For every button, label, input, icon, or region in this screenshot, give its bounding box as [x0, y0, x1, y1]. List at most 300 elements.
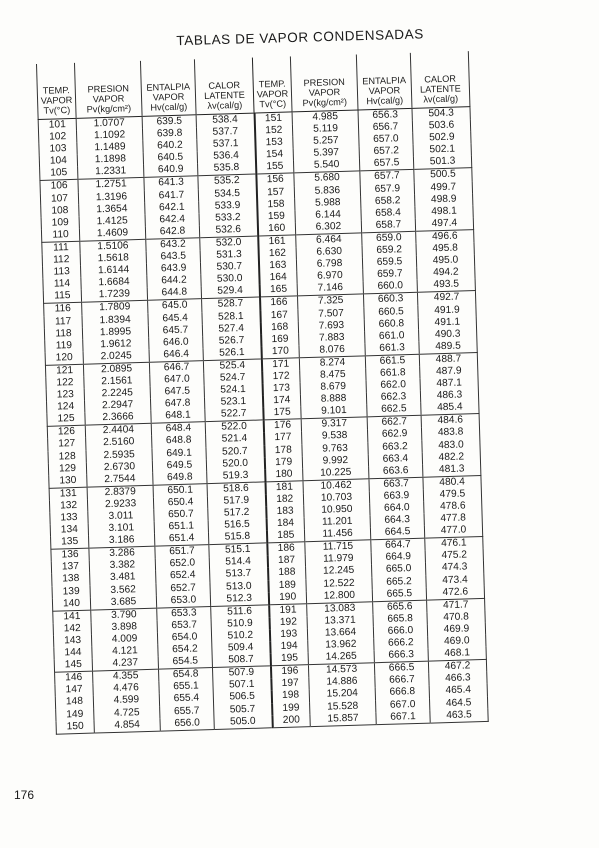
header-temp-line3: Tv(°C) — [43, 105, 71, 116]
temp-cell: 156 — [256, 173, 294, 187]
enthalpy-cell: 662.9 — [367, 428, 421, 442]
enthalpy-cell: 659.5 — [362, 256, 416, 270]
latent-heat-cell: 524.1 — [204, 383, 262, 397]
enthalpy-cell: 643.2 — [146, 238, 200, 252]
header-pres-line3: Pv(kg/cm²) — [86, 103, 132, 115]
pressure-cell: 8.679 — [300, 380, 366, 394]
enthalpy-cell: 656.0 — [160, 717, 214, 731]
enthalpy-cell: 653.0 — [156, 594, 210, 608]
pressure-cell: 2.8379 — [87, 485, 153, 500]
pressure-cell: 13.962 — [308, 638, 374, 652]
temp-cell: 127 — [48, 438, 86, 451]
enthalpy-cell: 640.9 — [144, 164, 198, 178]
pressure-cell: 1.3654 — [79, 202, 145, 216]
header-pres-line2: VAPOR — [308, 86, 341, 98]
enthalpy-cell: 643.9 — [146, 262, 200, 276]
pressure-cell: 13.371 — [307, 614, 373, 628]
enthalpy-cell: 655.1 — [159, 680, 213, 694]
temp-cell: 149 — [56, 708, 94, 721]
pressure-cell: 5.680 — [294, 171, 360, 186]
enthalpy-cell: 657.7 — [360, 170, 414, 184]
enthalpy-cell: 647.5 — [150, 385, 204, 399]
temp-cell: 192 — [269, 616, 307, 629]
pressure-cell: 1.6144 — [81, 264, 147, 278]
temp-cell: 108 — [41, 204, 79, 217]
pressure-cell: 1.4125 — [79, 215, 145, 229]
temp-cell: 154 — [255, 149, 293, 162]
temp-cell: 126 — [47, 426, 85, 440]
enthalpy-cell: 657.9 — [360, 182, 414, 196]
enthalpy-cell: 658.4 — [361, 207, 415, 221]
enthalpy-cell: 641.7 — [144, 189, 198, 203]
pressure-cell: 9.101 — [301, 405, 367, 420]
enthalpy-cell: 655.4 — [159, 692, 213, 706]
enthalpy-cell: 654.0 — [157, 631, 211, 645]
latent-heat-cell: 500.5 — [414, 168, 472, 182]
pressure-cell: 1.2751 — [78, 178, 144, 193]
temp-cell: 162 — [258, 247, 296, 260]
latent-heat-cell: 520.0 — [206, 457, 264, 471]
enthalpy-cell: 653.7 — [157, 619, 211, 633]
latent-heat-cell: 532.6 — [199, 223, 257, 237]
pressure-cell: 4.854 — [94, 718, 160, 733]
temp-cell: 136 — [51, 548, 89, 562]
pressure-cell: 4.355 — [93, 669, 159, 684]
enthalpy-cell: 665.2 — [372, 575, 426, 589]
enthalpy-cell: 663.4 — [368, 452, 422, 466]
latent-heat-cell: 471.7 — [427, 598, 485, 612]
pressure-cell: 10.225 — [303, 466, 369, 481]
pressure-cell: 10.950 — [304, 503, 370, 517]
temp-cell: 167 — [260, 309, 298, 322]
header-pres-line1: PRESION — [87, 83, 130, 95]
latent-heat-cell: 480.4 — [423, 475, 481, 489]
enthalpy-cell: 647.8 — [150, 397, 204, 411]
enthalpy-cell: 657.2 — [359, 145, 413, 159]
latent-heat-cell: 483.0 — [422, 439, 480, 453]
latent-heat-cell: 476.1 — [425, 537, 483, 551]
header-ent-line2: VAPOR — [368, 85, 401, 97]
pressure-cell: 1.7809 — [82, 301, 148, 316]
temp-cell: 105 — [40, 167, 78, 181]
temp-cell: 185 — [266, 529, 304, 543]
pressure-cell: 3.898 — [91, 620, 157, 634]
pressure-cell: 9.992 — [302, 454, 368, 468]
latent-heat-cell: 522.7 — [205, 408, 263, 422]
latent-heat-cell: 525.4 — [203, 359, 261, 373]
header-lat-line1: CALOR — [424, 73, 457, 85]
latent-heat-cell: 487.9 — [420, 365, 478, 379]
pressure-cell: 2.0895 — [83, 362, 149, 377]
temp-cell: 187 — [267, 555, 305, 568]
temp-cell: 194 — [270, 640, 308, 653]
temp-cell: 159 — [257, 210, 295, 223]
latent-heat-cell: 516.5 — [208, 518, 266, 532]
enthalpy-cell: 640.2 — [143, 139, 197, 153]
enthalpy-cell: 657.0 — [359, 133, 413, 147]
pressure-cell: 7.883 — [299, 331, 365, 345]
latent-heat-cell: 526.1 — [203, 346, 261, 360]
pressure-cell: 5.397 — [293, 147, 359, 161]
latent-heat-cell: 514.4 — [209, 556, 267, 570]
pressure-cell: 3.286 — [89, 546, 155, 561]
latent-heat-cell: 519.3 — [207, 469, 265, 483]
latent-heat-cell: 529.4 — [201, 285, 259, 299]
pressure-cell: 2.9233 — [87, 498, 153, 512]
pressure-cell: 12.800 — [306, 589, 372, 604]
enthalpy-cell: 641.3 — [144, 176, 198, 190]
latent-heat-cell: 466.3 — [429, 672, 487, 686]
pressure-cell: 14.886 — [309, 676, 375, 690]
latent-heat-cell: 469.9 — [427, 623, 485, 637]
header-lat-line3: λv(cal/g) — [423, 93, 459, 105]
pressure-cell: 2.2947 — [85, 399, 151, 413]
temp-cell: 193 — [269, 628, 307, 641]
pressure-cell: 12.522 — [306, 577, 372, 591]
temp-cell: 102 — [39, 131, 77, 144]
latent-heat-cell: 528.7 — [202, 297, 260, 311]
pressure-cell: 4.009 — [91, 633, 157, 647]
pressure-cell: 5.540 — [293, 159, 359, 174]
enthalpy-cell: 643.5 — [146, 250, 200, 264]
pressure-cell: 11.456 — [304, 527, 370, 542]
temp-cell: 168 — [260, 321, 298, 334]
enthalpy-cell: 662.3 — [366, 391, 420, 405]
enthalpy-cell: 659.0 — [362, 231, 416, 245]
pressure-cell: 1.1489 — [77, 141, 143, 155]
enthalpy-cell: 646.7 — [149, 361, 203, 375]
header-ent-left — [140, 59, 196, 116]
header-lat-right — [410, 51, 470, 108]
pressure-cell: 5.119 — [292, 123, 358, 137]
temp-cell: 103 — [39, 143, 77, 156]
latent-heat-cell: 465.4 — [429, 684, 487, 698]
latent-heat-cell: 496.6 — [416, 230, 474, 244]
latent-heat-cell: 483.8 — [421, 426, 479, 440]
pressure-cell: 2.6730 — [86, 460, 152, 474]
temp-cell: 129 — [48, 462, 86, 475]
temp-cell: 174 — [262, 394, 300, 407]
pressure-cell: 9.763 — [302, 442, 368, 456]
temp-cell: 122 — [46, 377, 84, 390]
pressure-cell: 1.1092 — [77, 129, 143, 143]
enthalpy-cell: 644.2 — [147, 274, 201, 288]
pressure-cell: 4.725 — [94, 706, 160, 720]
temp-cell: 177 — [264, 432, 302, 445]
temp-cell: 109 — [41, 217, 79, 230]
temp-cell: 125 — [47, 413, 85, 427]
pressure-cell: 1.1898 — [77, 153, 143, 167]
latent-heat-cell: 538.4 — [196, 113, 254, 127]
latent-heat-cell: 533.9 — [199, 199, 257, 213]
temp-cell: 155 — [256, 161, 294, 175]
enthalpy-cell: 652.7 — [156, 582, 210, 596]
latent-heat-cell: 520.7 — [206, 445, 264, 459]
enthalpy-cell: 652.4 — [156, 570, 210, 584]
temp-cell: 137 — [51, 561, 89, 574]
temp-cell: 138 — [52, 573, 90, 586]
header-temp-right — [252, 56, 292, 113]
enthalpy-cell: 664.5 — [370, 526, 424, 540]
enthalpy-cell: 648.1 — [151, 409, 205, 423]
pressure-cell: 1.9612 — [83, 337, 149, 351]
temp-cell: 104 — [39, 155, 77, 168]
latent-heat-cell: 531.3 — [200, 249, 258, 263]
latent-heat-cell: 524.7 — [204, 371, 262, 385]
temp-cell: 110 — [41, 229, 79, 243]
pressure-cell: 14.573 — [308, 663, 374, 678]
latent-heat-cell: 490.3 — [419, 328, 477, 342]
latent-heat-cell: 510.9 — [211, 617, 269, 631]
page-number: 176 — [14, 788, 35, 802]
latent-heat-cell: 535.8 — [198, 162, 256, 176]
enthalpy-cell: 651.7 — [155, 545, 209, 559]
enthalpy-cell: 646.0 — [149, 336, 203, 350]
latent-heat-cell: 498.1 — [415, 205, 473, 219]
enthalpy-cell: 644.8 — [147, 287, 201, 301]
enthalpy-cell: 661.0 — [365, 329, 419, 343]
temp-cell: 190 — [268, 591, 306, 605]
enthalpy-cell: 648.8 — [152, 435, 206, 449]
temp-cell: 147 — [55, 684, 93, 697]
enthalpy-cell: 646.4 — [149, 348, 203, 362]
pressure-cell: 3.481 — [90, 571, 156, 585]
temp-cell: 157 — [256, 186, 294, 199]
temp-cell: 130 — [49, 474, 87, 488]
pressure-cell: 15.528 — [310, 700, 376, 714]
pressure-cell: 7.146 — [297, 282, 363, 297]
temp-cell: 128 — [48, 450, 86, 463]
enthalpy-cell: 660.8 — [364, 317, 418, 331]
pressure-cell: 4.599 — [93, 694, 159, 708]
header-ent-line3: Hv(cal/g) — [366, 95, 404, 107]
enthalpy-cell: 655.7 — [160, 705, 214, 719]
latent-heat-cell: 498.9 — [415, 193, 473, 207]
temp-cell: 115 — [43, 290, 81, 304]
temp-cell: 183 — [266, 505, 304, 518]
enthalpy-cell: 639.5 — [142, 115, 196, 129]
pressure-cell: 3.186 — [89, 534, 155, 549]
header-pres-line2: VAPOR — [92, 93, 125, 105]
enthalpy-cell: 661.5 — [365, 354, 419, 368]
temp-cell: 198 — [271, 690, 309, 703]
latent-heat-cell: 495.0 — [416, 254, 474, 268]
enthalpy-cell: 664.7 — [371, 538, 425, 552]
enthalpy-cell: 662.5 — [367, 403, 421, 417]
header-ent-line1: ENTALPIA — [146, 81, 191, 93]
pressure-cell: 4.476 — [93, 682, 159, 696]
temp-cell: 189 — [268, 579, 306, 592]
enthalpy-cell: 665.5 — [372, 587, 426, 601]
temp-cell: 195 — [270, 652, 308, 666]
enthalpy-cell: 652.0 — [155, 557, 209, 571]
temp-cell: 116 — [44, 303, 82, 317]
temp-cell: 163 — [258, 259, 296, 272]
latent-heat-cell: 492.7 — [417, 291, 475, 305]
pressure-cell: 1.8394 — [82, 313, 148, 327]
temp-cell: 175 — [263, 407, 301, 421]
latent-heat-cell: 489.5 — [419, 340, 477, 354]
enthalpy-cell: 664.0 — [370, 502, 424, 516]
enthalpy-cell: 645.4 — [148, 312, 202, 326]
latent-heat-cell: 506.5 — [213, 691, 271, 705]
latent-heat-cell: 501.3 — [413, 155, 471, 169]
enthalpy-cell: 661.8 — [366, 367, 420, 381]
pressure-cell: 6.464 — [296, 233, 362, 248]
pressure-cell: 2.1561 — [84, 375, 150, 389]
temp-cell: 191 — [269, 603, 307, 617]
latent-heat-cell: 507.9 — [212, 666, 270, 680]
enthalpy-cell: 650.1 — [153, 483, 207, 497]
pressure-cell: 6.144 — [295, 208, 361, 222]
enthalpy-cell: 656.3 — [358, 108, 412, 122]
pressure-cell: 11.979 — [305, 553, 371, 567]
latent-heat-cell: 463.5 — [430, 708, 488, 722]
temp-cell: 119 — [45, 339, 83, 352]
temp-cell: 101 — [38, 118, 76, 132]
header-ent-right — [356, 53, 412, 110]
temp-cell: 121 — [45, 364, 83, 378]
temp-cell: 176 — [263, 419, 301, 433]
enthalpy-cell: 666.8 — [375, 686, 429, 700]
temp-cell: 131 — [49, 487, 87, 501]
temp-cell: 106 — [40, 180, 78, 194]
enthalpy-cell: 639.8 — [142, 127, 196, 141]
enthalpy-cell: 666.7 — [375, 674, 429, 688]
latent-heat-cell: 491.9 — [418, 304, 476, 318]
pressure-cell: 5.836 — [294, 184, 360, 198]
temp-cell: 135 — [51, 536, 89, 550]
pressure-cell: 1.3196 — [78, 190, 144, 204]
pressure-cell: 3.685 — [90, 595, 156, 610]
header-temp-left — [36, 63, 76, 120]
enthalpy-cell: 642.8 — [145, 225, 199, 239]
pressure-cell: 6.970 — [297, 270, 363, 284]
header-lat-line1: CALOR — [208, 79, 241, 91]
temp-cell: 140 — [52, 597, 90, 611]
enthalpy-cell: 666.2 — [374, 637, 428, 651]
enthalpy-cell: 665.8 — [373, 612, 427, 626]
enthalpy-cell: 653.3 — [157, 606, 211, 620]
temp-cell: 120 — [45, 352, 83, 366]
latent-heat-cell: 513.7 — [210, 568, 268, 582]
latent-heat-cell: 505.7 — [214, 703, 272, 717]
pressure-cell: 10.703 — [303, 491, 369, 505]
enthalpy-cell: 667.0 — [376, 698, 430, 712]
enthalpy-cell: 660.3 — [363, 293, 417, 307]
pressure-cell: 2.0245 — [83, 350, 149, 365]
pressure-cell: 14.265 — [308, 650, 374, 665]
pressure-cell: 2.5935 — [86, 448, 152, 462]
header-temp-line1: TEMP. — [258, 78, 286, 90]
header-pres-line1: PRESION — [303, 76, 345, 89]
temp-cell: 172 — [262, 370, 300, 383]
latent-heat-cell: 513.0 — [210, 580, 268, 594]
pressure-cell: 6.630 — [296, 245, 362, 259]
temp-cell: 123 — [46, 389, 84, 402]
temp-cell: 114 — [43, 278, 81, 291]
temp-cell: 132 — [49, 500, 87, 513]
latent-heat-cell: 526.7 — [203, 334, 261, 348]
temp-cell: 165 — [259, 284, 297, 298]
enthalpy-cell: 658.2 — [361, 194, 415, 208]
header-pres-left — [74, 61, 142, 118]
enthalpy-cell: 649.1 — [152, 447, 206, 461]
temp-cell: 160 — [257, 222, 295, 236]
pressure-cell: 12.245 — [306, 565, 372, 579]
latent-heat-cell: 470.8 — [427, 611, 485, 625]
enthalpy-cell: 662.7 — [367, 416, 421, 430]
pressure-cell: 1.8995 — [82, 325, 148, 339]
pressure-cell: 7.693 — [298, 319, 364, 333]
temp-cell: 152 — [254, 125, 292, 138]
temp-cell: 188 — [268, 567, 306, 580]
latent-heat-cell: 495.8 — [416, 242, 474, 256]
header-temp-line2: VAPOR — [40, 94, 73, 106]
pressure-cell: 3.101 — [88, 522, 154, 536]
enthalpy-cell: 648.4 — [151, 422, 205, 436]
header-ent-line1: ENTALPIA — [362, 75, 407, 87]
pressure-cell: 8.888 — [300, 392, 366, 406]
pressure-cell: 7.507 — [298, 307, 364, 321]
enthalpy-cell: 659.2 — [362, 244, 416, 258]
pressure-cell: 15.857 — [310, 712, 376, 727]
enthalpy-cell: 642.4 — [145, 213, 199, 227]
latent-heat-cell: 528.1 — [202, 310, 260, 324]
temp-cell: 112 — [42, 254, 80, 267]
pressure-cell: 10.462 — [303, 479, 369, 494]
pressure-cell: 8.274 — [299, 356, 365, 371]
pressure-cell: 2.2245 — [84, 387, 150, 401]
temp-cell: 196 — [270, 665, 308, 679]
latent-heat-cell: 502.1 — [413, 143, 471, 157]
latent-heat-cell: 534.5 — [198, 187, 256, 201]
temp-cell: 170 — [261, 345, 299, 359]
latent-heat-cell: 533.2 — [199, 211, 257, 225]
temp-cell: 200 — [272, 714, 310, 728]
latent-heat-cell: 484.6 — [421, 414, 479, 428]
temp-cell: 134 — [50, 524, 88, 537]
enthalpy-cell: 666.3 — [374, 649, 428, 663]
enthalpy-cell: 665.6 — [373, 600, 427, 614]
page-title: TABLAS DE VAPOR CONDENSADAS — [176, 26, 425, 49]
enthalpy-cell: 664.9 — [371, 551, 425, 565]
pressure-cell: 2.7544 — [87, 472, 153, 487]
latent-heat-cell: 522.0 — [205, 420, 263, 434]
enthalpy-cell: 666.5 — [374, 661, 428, 675]
latent-heat-cell: 499.7 — [414, 181, 472, 195]
temp-cell: 151 — [254, 112, 292, 126]
pressure-cell: 3.382 — [89, 559, 155, 573]
latent-heat-cell: 479.5 — [423, 488, 481, 502]
enthalpy-cell: 661.3 — [365, 342, 419, 356]
temp-cell: 169 — [261, 333, 299, 346]
enthalpy-cell: 664.3 — [370, 514, 424, 528]
header-ent-line3: Hv(cal/g) — [150, 101, 188, 113]
pressure-cell: 13.083 — [307, 602, 373, 617]
pressure-cell: 5.257 — [293, 135, 359, 149]
latent-heat-cell: 510.2 — [211, 629, 269, 643]
latent-heat-cell: 472.6 — [426, 586, 484, 600]
enthalpy-cell: 667.1 — [376, 710, 430, 724]
latent-heat-cell: 515.1 — [209, 543, 267, 557]
temp-cell: 161 — [258, 235, 296, 249]
latent-heat-cell: 535.2 — [198, 174, 256, 188]
header-temp-line3: Tv(°C) — [259, 98, 287, 110]
temp-cell: 173 — [262, 382, 300, 395]
enthalpy-cell: 647.0 — [150, 373, 204, 387]
enthalpy-cell: 645.7 — [148, 324, 202, 338]
